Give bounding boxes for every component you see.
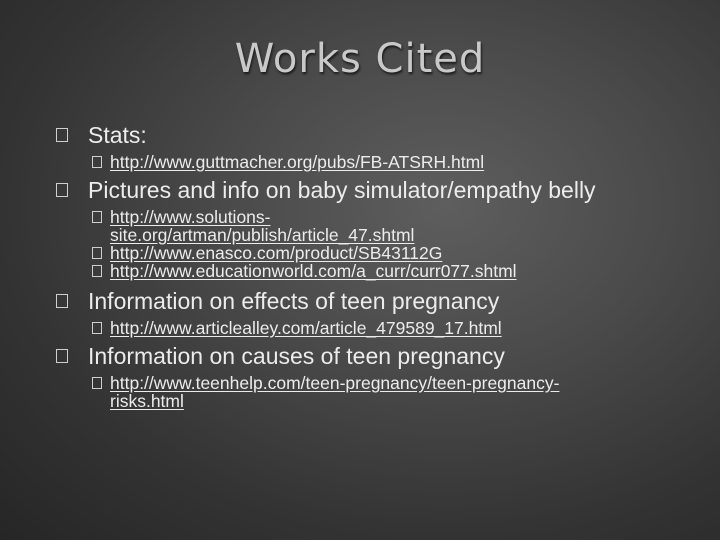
square-bullet-icon	[56, 183, 68, 197]
list-item-text: Pictures and info on baby simulator/empathy belly	[88, 177, 596, 203]
link-item	[92, 262, 696, 280]
square-bullet-icon	[92, 265, 102, 277]
link-item	[92, 208, 696, 244]
link-item	[92, 319, 696, 337]
square-bullet-icon	[56, 128, 68, 142]
reference-link[interactable]: http://www.teenhelp.com/teen-pregnancy/teen-pregnancy- risks.html	[110, 373, 560, 411]
list-item-text: Information on effects of teen pregnancy	[88, 288, 500, 314]
reference-link[interactable]: http://www.educationworld.com/a_curr/curr077.shtml	[110, 261, 517, 281]
list-item-text: Stats:	[88, 122, 147, 148]
works-cited-list	[56, 122, 696, 410]
reference-link[interactable]: http://www.enasco.com/product/SB43112G	[110, 243, 443, 263]
square-bullet-icon	[92, 247, 102, 259]
link-item	[92, 244, 696, 262]
reference-link[interactable]: http://www.articlealley.com/article_479589_17.html	[110, 318, 502, 338]
square-bullet-icon	[56, 294, 68, 308]
slide-title: Works Cited	[234, 36, 486, 82]
list-item	[56, 122, 696, 171]
list-item	[56, 177, 696, 280]
list-item	[56, 343, 696, 410]
link-item	[92, 374, 696, 410]
reference-link[interactable]: http://www.solutions- site.org/artman/publish/article_47.shtml	[110, 207, 415, 245]
square-bullet-icon	[56, 349, 68, 363]
reference-link[interactable]: http://www.guttmacher.org/pubs/FB-ATSRH.html	[110, 152, 485, 172]
list-item-text: Information on causes of teen pregnancy	[88, 343, 505, 369]
square-bullet-icon	[92, 211, 102, 223]
list-item	[56, 288, 696, 337]
square-bullet-icon	[92, 322, 102, 334]
link-item	[92, 153, 696, 171]
square-bullet-icon	[92, 377, 102, 389]
square-bullet-icon	[92, 156, 102, 168]
